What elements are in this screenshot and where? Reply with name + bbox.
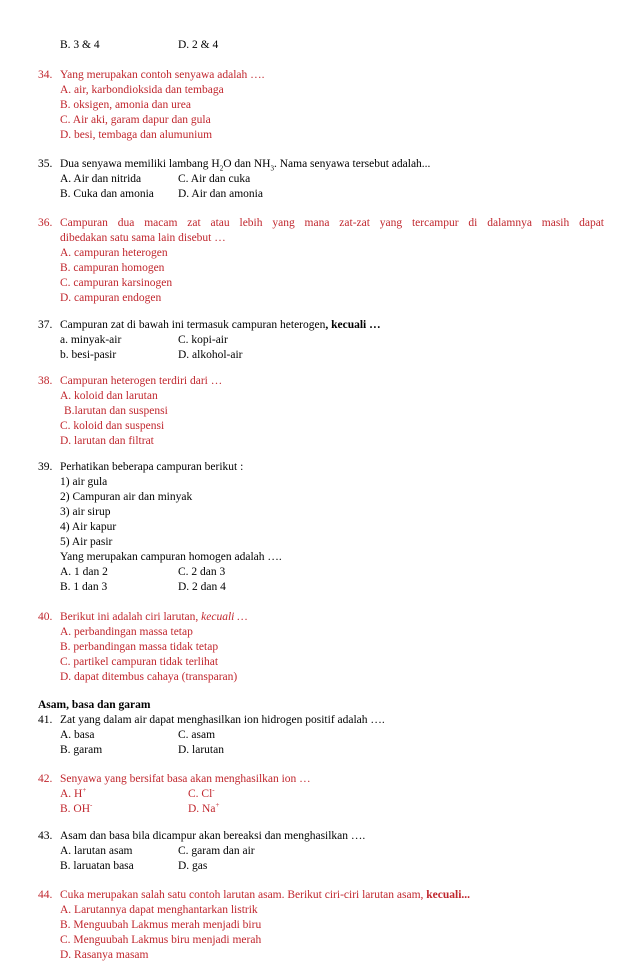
q35-option-c: C. Air dan cuka: [178, 173, 251, 185]
q41-number: 41.: [38, 714, 53, 726]
q40-option: B. perbandingan massa tidak tetap: [60, 641, 219, 653]
q37-kecuali: , kecuali …: [325, 319, 381, 331]
q36-option: C. campuran karsinogen: [60, 277, 173, 289]
q41-text: Zat yang dalam air dapat menghasilkan ion hidrogen positif adalah ….: [60, 714, 385, 726]
q39-item: 5) Air pasir: [60, 536, 113, 548]
q44-option: B. Menguubah Lakmus merah menjadi biru: [60, 919, 262, 931]
section-heading: Asam, basa dan garam: [38, 699, 151, 711]
q34-option: A. air, karbondioksida dan tembaga: [60, 84, 224, 96]
q42-option-c: C. Cl-: [188, 786, 215, 800]
q42-option-b: B. OH-: [60, 801, 93, 815]
q41-option-a: A. basa: [60, 729, 95, 741]
q43-text: Asam dan basa bila dicampur akan bereaksi dan menghasilkan ….: [60, 830, 366, 842]
q39-item: 3) air sirup: [60, 506, 111, 518]
q38-option: A. koloid dan larutan: [60, 390, 158, 402]
q36-option: A. campuran heterogen: [60, 247, 168, 259]
q44-number: 44.: [38, 889, 53, 901]
q41-option-c: C. asam: [178, 729, 216, 741]
q35-number: 35.: [38, 158, 53, 170]
q44-option: C. Menguubah Lakmus biru menjadi merah: [60, 934, 262, 946]
q42-option-a: A. H+: [60, 786, 87, 800]
q33-option-b: B. 3 & 4: [60, 39, 100, 51]
q35-option-d: D. Air dan amonia: [178, 188, 263, 200]
q39-item: 4) Air kapur: [60, 521, 117, 533]
q44-text: Cuka merupakan salah satu contoh larutan asam. Berikut ciri-ciri larutan asam, kecuali...: [60, 889, 471, 901]
q43-option-b: B. laruatan basa: [60, 860, 134, 872]
q38-option: D. larutan dan filtrat: [60, 435, 154, 447]
q34-number: 34.: [38, 69, 53, 81]
q39-text: Perhatikan beberapa campuran berikut :: [60, 461, 244, 473]
q42-option-d: D. Na+: [188, 801, 220, 815]
q36-text-line2: dibedakan satu sama lain disebut …: [60, 232, 226, 244]
q44-kecuali: kecuali...: [426, 889, 471, 901]
q34-option: C. Air aki, garam dapur dan gula: [60, 114, 211, 126]
q44-option: A. Larutannya dapat menghantarkan listrik: [60, 904, 258, 916]
q39-option-c: C. 2 dan 3: [178, 566, 226, 578]
q36-option: B. campuran homogen: [60, 262, 165, 274]
q40-option: A. perbandingan massa tetap: [60, 626, 193, 638]
q39-question: Yang merupakan campuran homogen adalah ….: [60, 551, 282, 563]
q36-number: 36.: [38, 217, 53, 229]
q34-text: Yang merupakan contoh senyawa adalah ….: [60, 69, 265, 81]
q37-option-c: C. kopi-air: [178, 334, 228, 346]
q35-option-a: A. Air dan nitrida: [60, 173, 142, 185]
q40-kecuali: kecuali …: [201, 611, 248, 623]
q37-option-b: b. besi-pasir: [60, 349, 117, 361]
q38-option: B.larutan dan suspensi: [64, 405, 168, 417]
q39-item: 2) Campuran air dan minyak: [60, 491, 193, 503]
q40-option: C. partikel campuran tidak terlihat: [60, 656, 219, 668]
q42-text: Senyawa yang bersifat basa akan menghasilkan ion …: [60, 773, 311, 785]
q35-option-b: B. Cuka dan amonia: [60, 188, 154, 200]
q43-option-c: C. garam dan air: [178, 845, 255, 857]
q40-option: D. dapat ditembus cahaya (transparan): [60, 671, 238, 683]
q37-option-a: a. minyak-air: [60, 334, 122, 346]
q39-number: 39.: [38, 461, 53, 473]
q43-number: 43.: [38, 830, 53, 842]
q37-text: Campuran zat di bawah ini termasuk campuran heterogen, kecuali …: [60, 319, 381, 331]
q38-number: 38.: [38, 375, 53, 387]
q33-option-d: D. 2 & 4: [178, 39, 219, 51]
q41-option-d: D. larutan: [178, 744, 224, 756]
q40-text: Berikut ini adalah ciri larutan, kecuali …: [60, 611, 248, 623]
q37-number: 37.: [38, 319, 53, 331]
q44-option: D. Rasanya masam: [60, 949, 149, 961]
q35-text: Dua senyawa memiliki lambang $H_2O$ dan $NH_3$. Nama senyawa tersebut adalah...: [60, 158, 431, 173]
q34-option: D. besi, tembaga dan alumunium: [60, 129, 213, 141]
q38-text: Campuran heterogen terdiri dari …: [60, 375, 223, 387]
q43-option-a: A. larutan asam: [60, 845, 133, 857]
q40-number: 40.: [38, 611, 53, 623]
q43-option-d: D. gas: [178, 860, 208, 872]
q34-option: B. oksigen, amonia dan urea: [60, 99, 191, 111]
q42-number: 42.: [38, 773, 53, 785]
q36-text-line1: Campuran dua macam zat atau lebih yang mana zat-zat yang tercampur di dalamnya masih dapat: [60, 217, 604, 229]
q39-option-d: D. 2 dan 4: [178, 581, 226, 593]
q38-option: C. koloid dan suspensi: [60, 420, 165, 432]
q39-option-b: B. 1 dan 3: [60, 581, 108, 593]
q39-item: 1) air gula: [60, 476, 108, 488]
q39-option-a: A. 1 dan 2: [60, 566, 108, 578]
q36-option: D. campuran endogen: [60, 292, 162, 304]
q37-option-d: D. alkohol-air: [178, 349, 243, 361]
q41-option-b: B. garam: [60, 744, 103, 756]
